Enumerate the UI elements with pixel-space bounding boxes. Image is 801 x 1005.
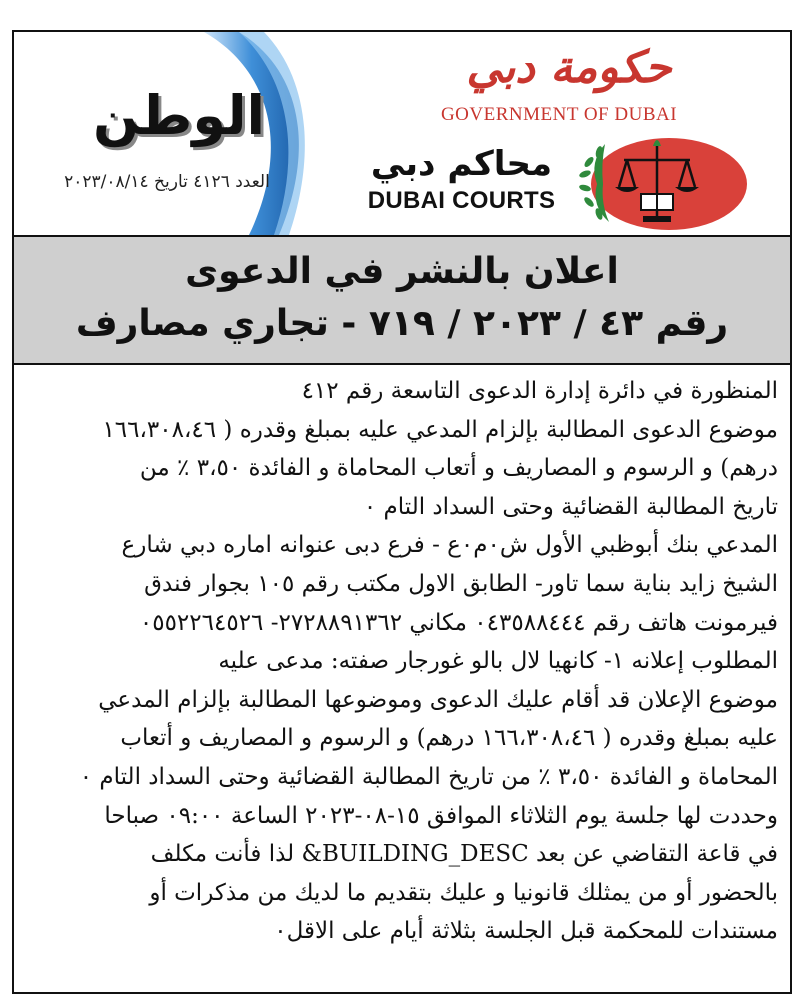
body-line: تاريخ المطالبة القضائية وحتى السداد التام ٠ (363, 493, 778, 520)
body-line: درهم) و الرسوم و المصاريف و أتعاب المحاماة و الفائدة ٣،٥٠ ٪ من (139, 455, 778, 482)
body-line: في قاعة التقاضي عن بعد BUILDING_DESC& لذا فأنت مكلف (150, 841, 778, 868)
body-line: الشيخ زايد بناية سما تاور- الطابق الاول مكتب رقم ١٠٥ بجوار فندق (144, 570, 778, 597)
courts-name-ar: محاكم دبي (370, 144, 553, 184)
body-line: وحددت لها جلسة يوم الثلاثاء الموافق ١٥-٠٨-٢٠٢٣ الساعة ٠٩:٠٠ صباحا (104, 802, 778, 829)
government-name-en: GOVERNMENT OF DUBAI (440, 104, 678, 125)
body-line: موضوع الإعلان قد أقام عليك الدعوى وموضوعها المطالبة بإلزام المدعي (98, 686, 778, 713)
issue-info: العدد ٤١٢٦ تاريخ ٢٠٢٣/٠٨/١٤ (64, 172, 270, 192)
notice-title: اعلان بالنشر في الدعوى (185, 251, 619, 292)
body-line: المطلوب إعلانه ١- كانهيا لال بالو غورجار صفته: مدعى عليه (218, 648, 778, 675)
notice-frame (12, 30, 792, 994)
title-band (14, 235, 790, 365)
body-line: موضوع الدعوى المطالبة بإلزام المدعي عليه بمبلغ وقدره ( ١٦٦،٣٠٨،٤٦ (102, 416, 778, 443)
courts-name-en: DUBAI COURTS (367, 187, 556, 214)
body-line: المنظورة في دائرة إدارة الدعوى التاسعة رقم ٤١٢ (301, 378, 778, 404)
notice-body (26, 372, 778, 951)
body-line: المدعي بنك أبوظبي الأول ش٠م٠ع - فرع دبى عنوانه اماره دبي شارع (121, 532, 778, 559)
government-name-ar: حكومة دبي (466, 42, 672, 93)
body-line: فيرمونت هاتف رقم ٠٤٣٥٨٨٤٤٤ مكاني ٢٧٢٨٨٩١٣٦٢- ٠٥٥٢٢٦٤٥٢٦ (139, 609, 778, 636)
case-number: رقم ٤٣ / ٢٠٢٣ / ٧١٩ - تجاري مصارف (75, 303, 729, 344)
body-line: عليه بمبلغ وقدره ( ١٦٦،٣٠٨،٤٦ درهم) و الرسوم و المصاريف و أتعاب (120, 725, 778, 752)
body-line: مستندات للمحكمة قبل الجلسة بثلاثة أيام على الاقل٠ (274, 918, 778, 945)
newspaper-name: الوطن (92, 84, 266, 147)
body-line: المحاماة و الفائدة ٣،٥٠ ٪ من تاريخ المطالبة القضائية وحتى السداد التام ٠ (79, 763, 778, 790)
header (14, 32, 790, 235)
scales-of-justice-icon (569, 132, 749, 232)
body-line: بالحضور أو من يمثلك قانونيا و عليك بتقديم ما لديك من مذكرات أو (149, 879, 778, 906)
